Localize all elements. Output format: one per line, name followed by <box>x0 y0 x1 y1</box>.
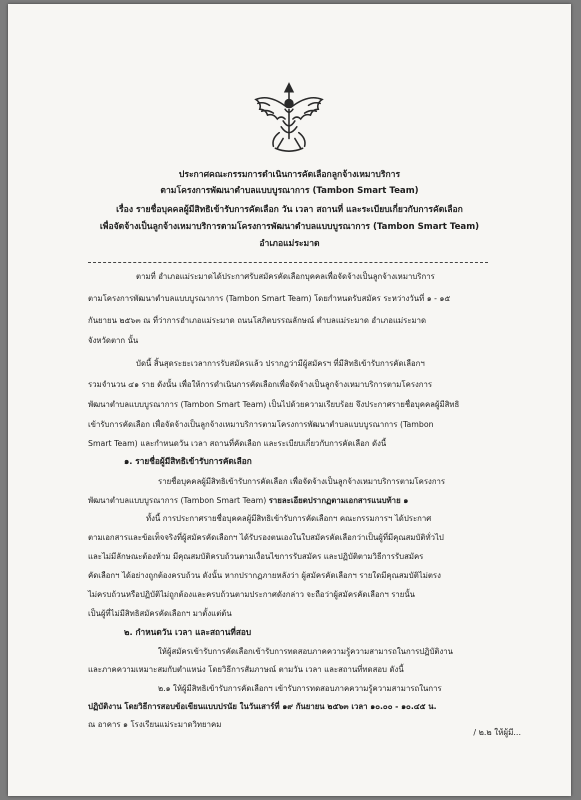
section1-note-line: ตามเอกสารและข้อเท็จจริงที่ผู้สมัครคัดเลือกฯ ได้รับรองตนเองในใบสมัครคัดเลือกว่าเป็นผู้ที่มีคุณสมบัติทั่วไป <box>88 533 444 542</box>
section2-line: ให้ผู้สมัครเข้ารับการคัดเลือกเข้ารับการทดสอบภาคความรู้ความสามารถในการปฏิบัติงาน <box>158 647 453 656</box>
para1-line: ตามที่ อำเภอแม่ระมาดได้ประกาศรับสมัครคัดเลือกบุคคลเพื่อจัดจ้างเป็นลูกจ้างเหมาบริการ <box>136 272 435 281</box>
para2-line: เข้ารับการคัดเลือก เพื่อจัดจ้างเป็นลูกจ้างเหมาบริการตามโครงการพัฒนาตำบลแบบบูรณาการ (Tambon <box>88 420 434 429</box>
section1-line: รายชื่อบุคคลผู้มีสิทธิเข้ารับการคัดเลือก เพื่อจัดจ้างเป็นลูกจ้างเหมาบริการตามโครงการ <box>158 477 446 486</box>
heading-line-4: เพื่อจัดจ้างเป็นลูกจ้างเหมาบริการตามโครงการพัฒนาตำบลแบบบูรณาการ (Tambon Smart Team) <box>99 222 480 232</box>
heading-line-1: ประกาศคณะกรรมการดำเนินการคัดเลือกลูกจ้างเหมาบริการ <box>178 170 401 180</box>
page-continuation: / ๒.๒ ให้ผู้มี... <box>473 728 521 737</box>
section1-title: ๑. รายชื่อผู้มีสิทธิเข้ารับการคัดเลือก <box>124 456 252 466</box>
para1-line: ตามโครงการพัฒนาตำบลแบบบูรณาการ (Tambon Smart Team) โดยกำหนดรับสมัคร ระหว่างวันที่ ๑ - ๑๕ <box>88 294 451 303</box>
divider-line <box>88 262 488 263</box>
section1-note-line: และไม่มีลักษณะต้องห้าม มีคุณสมบัติครบถ้วนตามเงื่อนไขการรับสมัคร และปฏิบัติตามวิธีการรับสมัคร <box>88 552 424 561</box>
section1-line-text: พัฒนาตำบลแบบบูรณาการ (Tambon Smart Team) <box>88 496 269 505</box>
para2-line: บัดนี้ สิ้นสุดระยะเวลาการรับสมัครแล้ว ปรากฏว่ามีผู้สมัครฯ ที่มีสิทธิเข้ารับการคัดเลือกฯ <box>136 359 425 368</box>
para1-line: กันยายน ๒๕๖๓ ณ ที่ว่าการอำเภอแม่ระมาด ถนนโสภิตบรรณลักษณ์ ตำบลแม่ระมาด อำเภอแม่ระมาด <box>88 316 427 325</box>
para2-line: รวมจำนวน ๔๑ ราย ดังนั้น เพื่อให้การดำเนินการคัดเลือกเพื่อจัดจ้างเป็นลูกจ้างเหมาบริการตามโครงการ <box>88 380 433 389</box>
para1-line: จังหวัดตาก นั้น <box>88 336 139 345</box>
section1-note-line: ทั้งนี้ การประกาศรายชื่อบุคคลผู้มีสิทธิเข้ารับการคัดเลือกฯ คณะกรรมการฯ ได้ประกาศ <box>146 514 432 523</box>
section2-title: ๒. กำหนดวัน เวลา และสถานที่สอบ <box>124 627 252 637</box>
attachment-reference: รายละเอียดปรากฏตามเอกสารแนบท้าย ๑ <box>268 496 409 505</box>
heading-line-2: ตามโครงการพัฒนาตำบลแบบบูรณาการ (Tambon Smart Team) <box>160 186 419 196</box>
heading-subject: เรื่อง รายชื่อบุคคลผู้มีสิทธิเข้ารับการคัดเลือก วัน เวลา สถานที่ และระเบียบเกี่ยวกับการคัดเลือก <box>116 205 463 215</box>
section2-line: ๒.๑ ให้ผู้มีสิทธิเข้ารับการคัดเลือกฯ เข้ารับการทดสอบภาคความรู้ความสามารถในการ <box>158 684 442 693</box>
section1-note-line: คัดเลือกฯ ได้อย่างถูกต้องครบถ้วน ดังนั้น หากปรากฏภายหลังว่า ผู้สมัครคัดเลือกฯ รายใดมีคุณสมบัติไม่ตรง <box>88 571 441 580</box>
garuda-emblem-icon <box>250 80 328 158</box>
para2-line: พัฒนาตำบลแบบบูรณาการ (Tambon Smart Team) เป็นไปด้วยความเรียบร้อย จึงประกาศรายชื่อบุคคลผู้มีสิทธิ <box>88 400 460 409</box>
document-page <box>8 4 571 796</box>
section1-note-line: เป็นผู้ที่ไม่มีสิทธิสมัครคัดเลือกฯ มาตั้งแต่ต้น <box>88 609 232 618</box>
exam-schedule-line: ปฏิบัติงาน โดยวิธีการสอบข้อเขียนแบบปรนัย ในวันเสาร์ที่ ๑๙ กันยายน ๒๕๖๓ เวลา ๑๐.๐๐ - ๑๐.๔๕ น. <box>88 702 437 711</box>
section2-line: และภาคความเหมาะสมกับตำแหน่ง โดยวิธีการสัมภาษณ์ ตามวัน เวลา และสถานที่ทดสอบ ดังนี้ <box>88 665 404 674</box>
section1-note-line: ไม่ครบถ้วนหรือปฏิบัติไม่ถูกต้องและครบถ้วนตามประกาศดังกล่าว จะถือว่าผู้สมัครคัดเลือกฯ รายนั้น <box>88 590 415 599</box>
exam-location-line: ณ อาคาร ๑ โรงเรียนแม่ระมาดวิทยาคม <box>88 720 222 729</box>
heading-district: อำเภอแม่ระมาด <box>259 239 320 249</box>
para2-line: Smart Team) และกำหนดวัน เวลา สถานที่คัดเลือก และระเบียบเกี่ยวกับการคัดเลือก ดังนี้ <box>88 439 387 448</box>
section1-line <box>88 495 408 506</box>
